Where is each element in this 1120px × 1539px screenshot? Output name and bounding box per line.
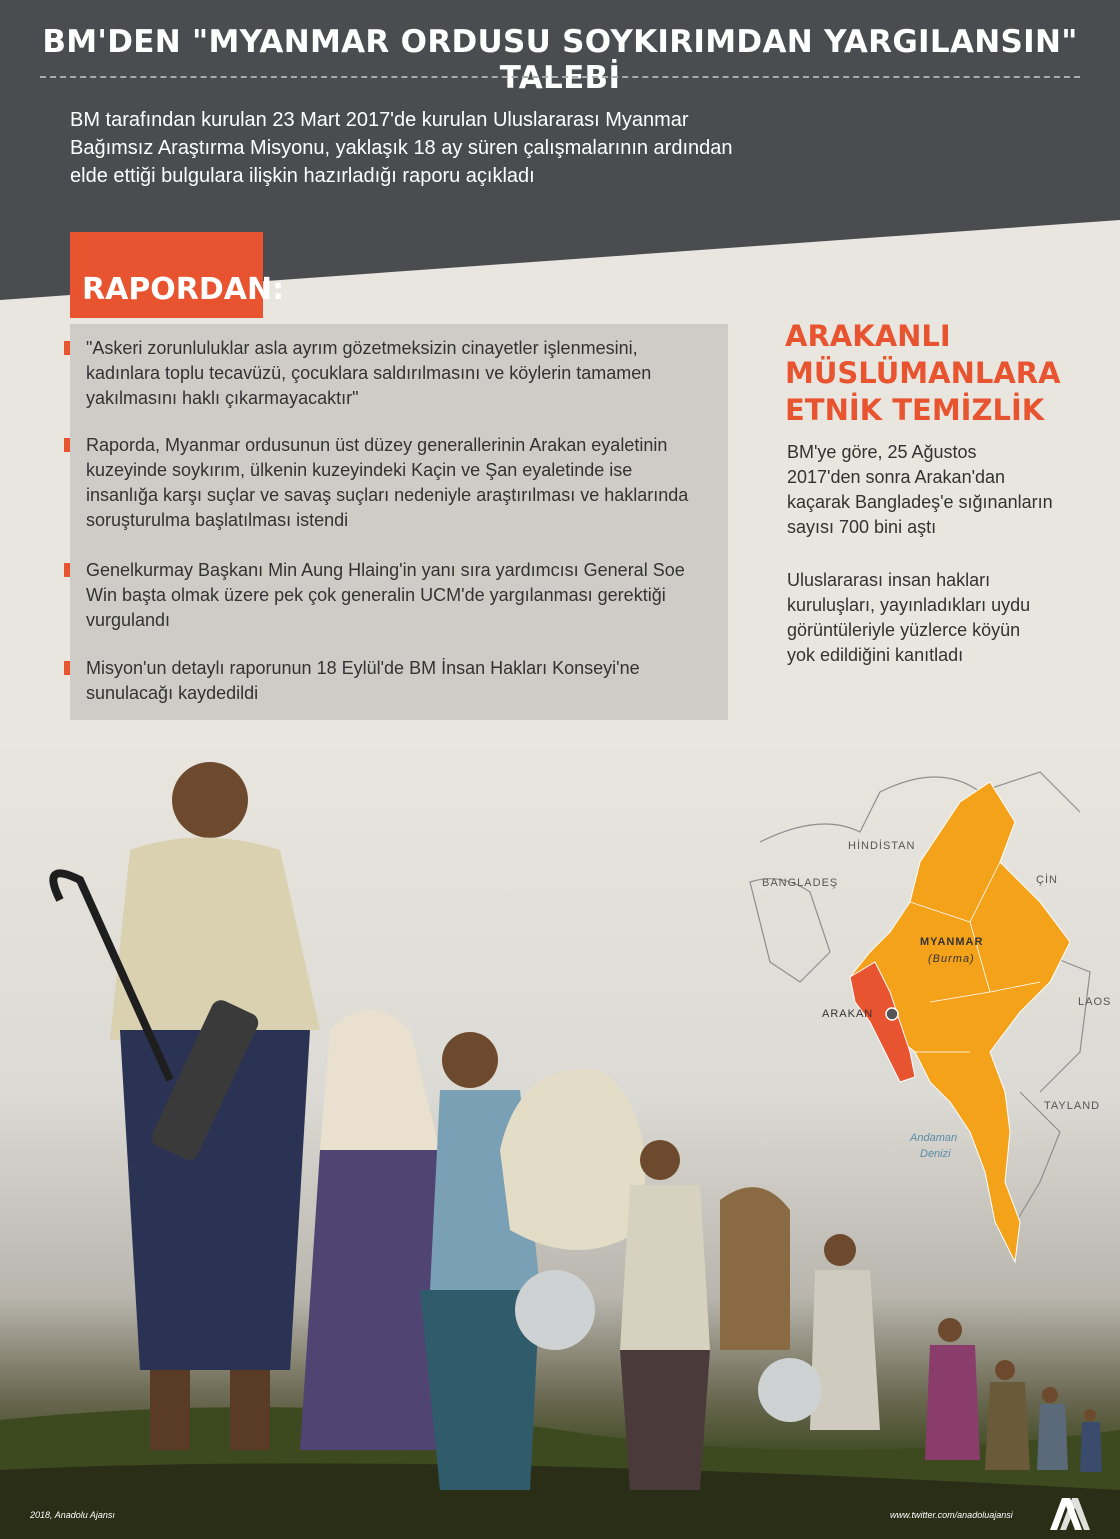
report-line: insanlığa karşı suçlar ve savaş suçları nedeniyle araştırılması ve haklarında <box>86 485 689 505</box>
side-line: kaçarak Bangladeş'e sığınanların <box>787 492 1053 512</box>
side-line: BM'ye göre, 25 Ağustos <box>787 442 977 462</box>
side-paragraph <box>787 440 1087 540</box>
map-label-myanmar: MYANMAR <box>920 936 984 948</box>
report-label: RAPORDAN: <box>82 272 285 307</box>
map-label-laos: LAOS <box>1078 996 1112 1008</box>
border-north <box>760 772 1080 842</box>
map-label-arakan: ARAKAN <box>822 1008 874 1020</box>
footer-twitter-link[interactable]: www.twitter.com/anadoluajansi <box>890 1510 1013 1520</box>
side-line: 2017'den sonra Arakan'dan <box>787 467 1006 487</box>
figure-elder-man <box>53 762 320 1450</box>
footer-credit: 2018, Anadolu Ajansı <box>30 1510 115 1520</box>
border-thailand <box>1010 1092 1060 1232</box>
page-title: BM'DEN "MYANMAR ORDUSU SOYKIRIMDAN YARGILANSIN" TALEBİ <box>42 24 1078 96</box>
report-line: kuzeyinde soykırım, ülkenin kuzeyindeki Kaçin ve Şan eyaletinde ise <box>86 460 633 480</box>
report-line: Genelkurmay Başkanı Min Aung Hlaing'in yanı sıra yardımcısı General Soe <box>86 560 685 580</box>
map-label-thailand: TAYLAND <box>1044 1100 1101 1112</box>
report-line: sunulacağı kaydedildi <box>86 683 259 703</box>
side-title-line: ARAKANLI <box>785 319 951 353</box>
map-svg <box>740 752 1100 1272</box>
bullet-icon <box>64 661 70 675</box>
figure-man-bundle <box>420 1032 645 1490</box>
bullet-icon <box>64 563 70 577</box>
report-line: yakılmasını haklı çıkarmayacaktır" <box>86 388 359 408</box>
map-label-india: HİNDİSTAN <box>848 840 916 852</box>
side-line: yok edildiğini kanıtladı <box>787 645 964 665</box>
map-label-sea: Andaman <box>910 1132 958 1144</box>
report-line: vurgulandı <box>86 610 171 630</box>
map-label-burma: (Burma) <box>928 953 975 965</box>
bullet-icon <box>64 341 70 355</box>
arakan-marker <box>886 1008 898 1020</box>
report-line: kadınlara toplu tecavüzü, çocuklara saldırılmasını ve köylerin tamamen <box>86 363 652 383</box>
intro-line: Bağımsız Araştırma Misyonu, yaklaşık 18 ay süren çalışmalarının ardından <box>70 137 733 159</box>
side-title-line: MÜSLÜMANLARA <box>785 356 1061 390</box>
side-line: Uluslararası insan hakları <box>787 570 991 590</box>
map-label-bangladesh: BANGLADEŞ <box>762 877 839 889</box>
report-line: Win başta olmak üzere pek çok generalin UCM'de yargılanması gerektiği <box>86 585 666 605</box>
report-item <box>86 336 716 411</box>
bullet-icon <box>64 438 70 452</box>
side-title <box>785 318 1085 429</box>
report-item <box>86 433 716 533</box>
report-item <box>86 558 716 633</box>
title-divider <box>40 76 1080 78</box>
map-label-china: ÇİN <box>1036 874 1058 886</box>
aa-logo-icon <box>1048 1494 1092 1532</box>
side-paragraph <box>787 568 1087 668</box>
report-line: Misyon'un detaylı raporunun 18 Eylül'de BM İnsan Hakları Konseyi'ne <box>86 658 640 678</box>
report-line: soruşturulma başlatılması istendi <box>86 510 349 530</box>
map-label-sea: Denizi <box>920 1148 951 1160</box>
intro-line: elde ettiği bulgulara ilişkin hazırladığı raporu açıkladı <box>70 165 535 187</box>
intro-text <box>70 106 790 190</box>
side-line: sayısı 700 bini aştı <box>787 517 937 537</box>
border-bangladesh <box>750 879 830 982</box>
myanmar-map <box>740 752 1112 1272</box>
side-line: kuruluşları, yayınladıkları uydu <box>787 595 1031 615</box>
report-item <box>86 656 716 706</box>
intro-line: BM tarafından kurulan 23 Mart 2017'de kurulan Uluslararası Myanmar <box>70 109 689 131</box>
report-line: Raporda, Myanmar ordusunun üst düzey generallerinin Arakan eyaletinin <box>86 435 668 455</box>
report-line: "Askeri zorunluluklar asla ayrım gözetmeksizin cinayetler işlenmesini, <box>86 338 638 358</box>
side-title-line: ETNİK TEMİZLİK <box>785 393 1045 427</box>
side-line: görüntüleriyle yüzlerce köyün <box>787 620 1021 640</box>
